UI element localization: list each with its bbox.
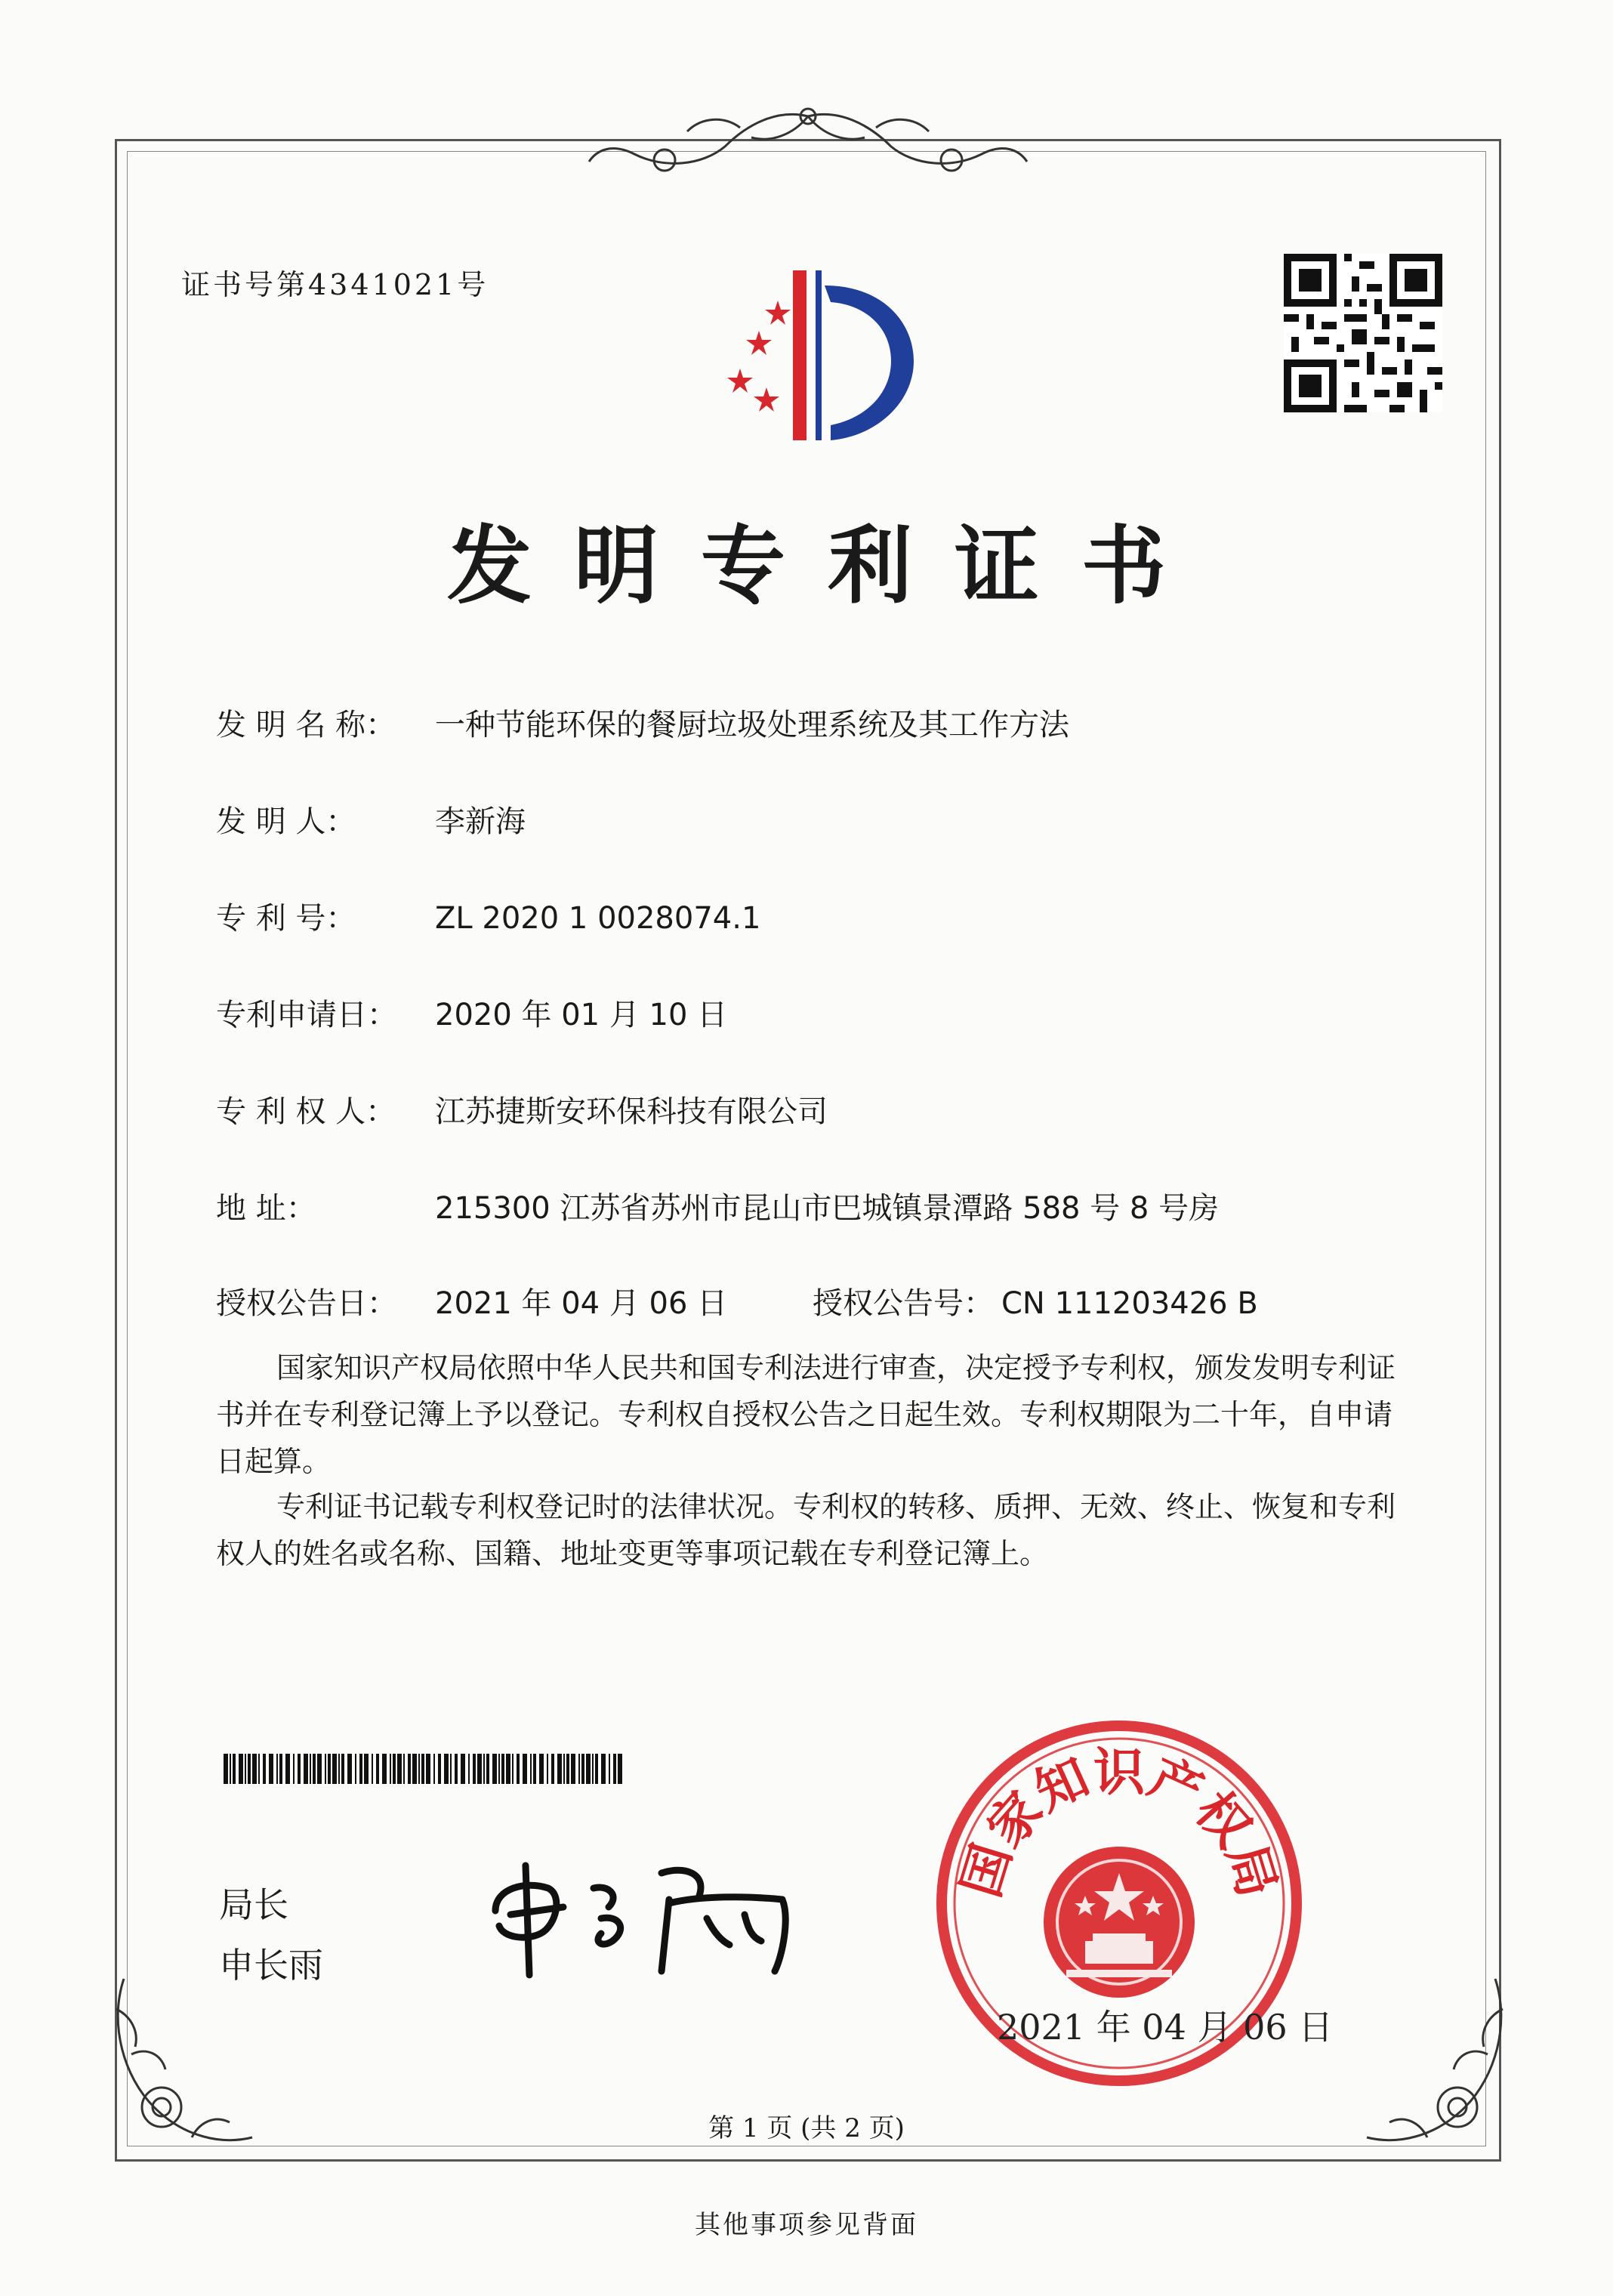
qr-code-icon[interactable] <box>1284 254 1442 412</box>
address-row <box>216 1184 1219 1227</box>
grant-number-row <box>813 1279 1258 1322</box>
national-emblem <box>1044 1847 1195 1998</box>
invention-name-value: 一种节能环保的餐厨垃圾处理系统及其工作方法 <box>435 708 1069 742</box>
barcode-icon <box>224 1754 622 1784</box>
filing-date-row <box>216 991 727 1034</box>
body-paragraph-2-text: 专利证书记载专利权登记时的法律状况。专利权的转移、质押、无效、终止、恢复和专利权人的姓名或名称、国籍、地址变更等事项记载在专利登记簿上。 <box>216 1490 1396 1570</box>
patentee-label: 专 利 权 人： <box>216 1094 396 1129</box>
top-ornament <box>574 101 1042 184</box>
grant-date-value: 2021 年 04 月 06 日 <box>435 1286 728 1321</box>
seal-text: 国家知识产权局 <box>950 1742 1288 1904</box>
seal-date: 2021 年 04 月 06 日 <box>997 2007 1334 2048</box>
body-paragraph-1-text: 国家知识产权局依照中华人民共和国专利法进行审查，决定授予专利权，颁发发明专利证书并在专利登记簿上予以登记。专利权自授权公告之日起生效。专利权期限为二十年，自申请日起算。 <box>216 1351 1396 1478</box>
certificate-title: 发明专利证书 <box>447 517 1208 616</box>
invention-name-row <box>216 701 1069 744</box>
grant-date-row <box>216 1279 727 1322</box>
filing-date-value: 2020 年 01 月 10 日 <box>435 998 728 1032</box>
body-paragraph-2 <box>216 1483 1409 1577</box>
certificate-number: 证书号第4341021号 <box>181 268 489 301</box>
patentee-value: 江苏捷斯安环保科技有限公司 <box>435 1094 828 1129</box>
inventor-row <box>216 798 526 841</box>
director-name: 申长雨 <box>219 1945 323 1986</box>
grant-date-label: 授权公告日： <box>216 1286 397 1321</box>
patent-number-label: 专 利 号： <box>216 901 356 936</box>
patent-number-row <box>216 894 760 937</box>
filing-date-label: 专利申请日： <box>216 998 397 1032</box>
director-signature <box>480 1843 813 1986</box>
patent-number-value: ZL 2020 1 0028074.1 <box>435 901 761 936</box>
body-paragraph-1 <box>216 1344 1409 1485</box>
invention-name-label: 发 明 名 称： <box>216 708 396 742</box>
grant-number-value: CN 111203426 B <box>1001 1286 1258 1321</box>
address-label: 地 址： <box>216 1191 316 1226</box>
page-indicator: 第 1 页 (共 2 页) <box>708 2113 905 2143</box>
back-note: 其他事项参见背面 <box>695 2210 918 2240</box>
address-value: 215300 江苏省苏州市昆山市巴城镇景潭路 588 号 8 号房 <box>435 1191 1220 1226</box>
patentee-row <box>216 1088 828 1131</box>
cnipa-logo <box>687 255 936 452</box>
inventor-value: 李新海 <box>435 804 526 839</box>
director-title: 局长 <box>219 1884 288 1925</box>
inventor-label: 发 明 人： <box>216 804 356 839</box>
grant-number-label: 授权公告号： <box>813 1286 994 1321</box>
